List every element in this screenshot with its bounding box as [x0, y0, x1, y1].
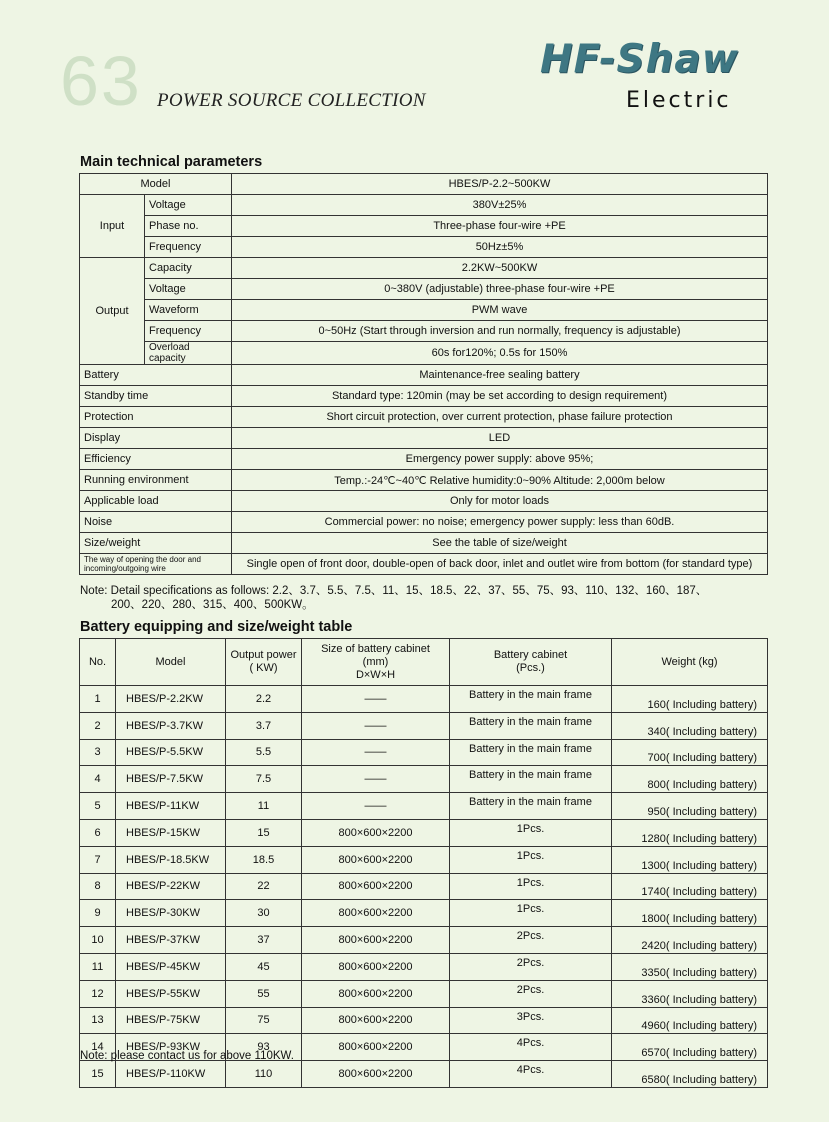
- param-value: 380V±25%: [232, 195, 768, 216]
- row-size: 800×600×2200: [302, 819, 450, 846]
- door-label-line-2: incoming/outgoing wire: [84, 564, 166, 573]
- column-header-weight: Weight (kg): [612, 639, 768, 686]
- param-value: 0~50Hz (Start through inversion and run normally, frequency is adjustable): [232, 321, 768, 342]
- row-no: 9: [80, 900, 116, 927]
- row-model: HBES/P-110KW: [116, 1061, 226, 1088]
- row-cabinet: Battery in the main frame: [450, 712, 612, 739]
- param-label: Voltage: [145, 279, 232, 300]
- row-no: 13: [80, 1007, 116, 1034]
- specifications-note: [80, 584, 707, 612]
- row-model: HBES/P-18.5KW: [116, 846, 226, 873]
- param-value: 2.2KW~500KW: [232, 258, 768, 279]
- table-row: [80, 953, 768, 980]
- row-model: HBES/P-75KW: [116, 1007, 226, 1034]
- row-no: 1: [80, 686, 116, 713]
- param-value: Three-phase four-wire +PE: [232, 216, 768, 237]
- param-value: Maintenance-free sealing battery: [232, 365, 768, 386]
- table-row: [80, 386, 768, 407]
- row-power: 22: [226, 873, 302, 900]
- row-model: HBES/P-30KW: [116, 900, 226, 927]
- row-power: 11: [226, 793, 302, 820]
- row-model: HBES/P-7.5KW: [116, 766, 226, 793]
- row-model: HBES/P-22KW: [116, 873, 226, 900]
- row-cabinet: 2Pcs.: [450, 927, 612, 954]
- param-value: 0~380V (adjustable) three-phase four-wire +PE: [232, 279, 768, 300]
- table-row: [80, 491, 768, 512]
- row-no: 11: [80, 953, 116, 980]
- row-model: HBES/P-15KW: [116, 819, 226, 846]
- row-weight: 3360( Including battery): [612, 980, 768, 1007]
- row-model: HBES/P-55KW: [116, 980, 226, 1007]
- param-value: HBES/P-2.2~500KW: [232, 174, 768, 195]
- param-label: Protection: [80, 407, 232, 428]
- contact-note: Note: please contact us for above 110KW.: [80, 1050, 294, 1062]
- param-label: Frequency: [145, 237, 232, 258]
- cabinet-header-line-1: Battery cabinet: [493, 649, 568, 661]
- row-power: 7.5: [226, 766, 302, 793]
- row-power: 5.5: [226, 739, 302, 766]
- battery-section-title: Battery equipping and size/weight table: [80, 619, 353, 635]
- row-no: 8: [80, 873, 116, 900]
- row-no: 14: [80, 1034, 116, 1061]
- row-power: 18.5: [226, 846, 302, 873]
- row-cabinet: 1Pcs.: [450, 846, 612, 873]
- table-row: [80, 300, 768, 321]
- table-row: [80, 793, 768, 820]
- row-size: 800×600×2200: [302, 1007, 450, 1034]
- table-row: [80, 533, 768, 554]
- row-power: 45: [226, 953, 302, 980]
- table-row: [80, 279, 768, 300]
- param-label: Efficiency: [80, 449, 232, 470]
- table-row: [80, 342, 768, 365]
- row-size: 800×600×2200: [302, 1034, 450, 1061]
- row-model: HBES/P-37KW: [116, 927, 226, 954]
- table-row: [80, 216, 768, 237]
- page-number: 63: [60, 42, 142, 120]
- input-group-label: Input: [80, 195, 145, 258]
- collection-title: POWER SOURCE COLLECTION: [157, 90, 426, 111]
- row-weight: 3350( Including battery): [612, 953, 768, 980]
- row-weight: 340( Including battery): [612, 712, 768, 739]
- row-cabinet: Battery in the main frame: [450, 686, 612, 713]
- row-cabinet: 2Pcs.: [450, 953, 612, 980]
- row-weight: 2420( Including battery): [612, 927, 768, 954]
- column-header-no: No.: [80, 639, 116, 686]
- row-no: 10: [80, 927, 116, 954]
- parameters-table: [79, 173, 768, 575]
- row-cabinet: 4Pcs.: [450, 1034, 612, 1061]
- row-power: 55: [226, 980, 302, 1007]
- column-header-cabinet: [450, 639, 612, 686]
- param-label: [80, 554, 232, 575]
- row-no: 2: [80, 712, 116, 739]
- row-no: 15: [80, 1061, 116, 1088]
- note-line-2: 200、220、280、315、400、500KW。: [111, 599, 314, 611]
- table-row: [80, 365, 768, 386]
- param-value: Standard type: 120min (may be set according to design requirement): [232, 386, 768, 407]
- row-cabinet: 2Pcs.: [450, 980, 612, 1007]
- param-label: Waveform: [145, 300, 232, 321]
- door-label-line-1: The way of opening the door and: [84, 555, 201, 564]
- note-line-1: Note: Detail specifications as follows: 2.2、3.7、5.5、7.5、11、15、18.5、22、37、55、75、93、110、132、160、187、: [80, 585, 708, 597]
- table-row: [80, 428, 768, 449]
- row-power: 2.2: [226, 686, 302, 713]
- row-cabinet: Battery in the main frame: [450, 793, 612, 820]
- param-value: Only for motor loads: [232, 491, 768, 512]
- table-row: [80, 980, 768, 1007]
- table-row: [80, 873, 768, 900]
- battery-table: [79, 638, 768, 1088]
- param-value: 60s for120%; 0.5s for 150%: [232, 342, 768, 365]
- table-row: [80, 686, 768, 713]
- param-value: PWM wave: [232, 300, 768, 321]
- cabinet-header-line-2: (Pcs.): [516, 662, 545, 674]
- table-row: [80, 712, 768, 739]
- row-weight: 1280( Including battery): [612, 819, 768, 846]
- row-weight: 4960( Including battery): [612, 1007, 768, 1034]
- row-size: ——: [302, 766, 450, 793]
- table-row: [80, 321, 768, 342]
- brand-logo: HF-Shaw: [540, 37, 739, 82]
- row-weight: 6570( Including battery): [612, 1034, 768, 1061]
- row-size: 800×600×2200: [302, 1061, 450, 1088]
- row-weight: 700( Including battery): [612, 739, 768, 766]
- table-row: [80, 512, 768, 533]
- param-label: Model: [80, 174, 232, 195]
- row-power: 3.7: [226, 712, 302, 739]
- row-power: 30: [226, 900, 302, 927]
- row-size: ——: [302, 793, 450, 820]
- row-size: ——: [302, 739, 450, 766]
- row-power: 15: [226, 819, 302, 846]
- param-label: Battery: [80, 365, 232, 386]
- row-cabinet: 1Pcs.: [450, 873, 612, 900]
- param-label: Capacity: [145, 258, 232, 279]
- param-label: Standby time: [80, 386, 232, 407]
- table-row: [80, 258, 768, 279]
- row-weight: 1300( Including battery): [612, 846, 768, 873]
- param-value: See the table of size/weight: [232, 533, 768, 554]
- row-cabinet: 1Pcs.: [450, 900, 612, 927]
- row-no: 5: [80, 793, 116, 820]
- row-cabinet: Battery in the main frame: [450, 766, 612, 793]
- table-row: [80, 927, 768, 954]
- size-header-line-2: (mm): [362, 655, 389, 668]
- param-value: LED: [232, 428, 768, 449]
- row-no: 6: [80, 819, 116, 846]
- row-size: ——: [302, 686, 450, 713]
- param-value: 50Hz±5%: [232, 237, 768, 258]
- table-row: [80, 900, 768, 927]
- table-row: [80, 195, 768, 216]
- param-label: Noise: [80, 512, 232, 533]
- row-size: 800×600×2200: [302, 953, 450, 980]
- row-weight: 950( Including battery): [612, 793, 768, 820]
- row-no: 3: [80, 739, 116, 766]
- table-row: [80, 449, 768, 470]
- table-row: [80, 237, 768, 258]
- param-label: Display: [80, 428, 232, 449]
- brand-logo-subtitle: Electric: [626, 88, 732, 113]
- output-group-label: Output: [80, 258, 145, 365]
- table-row: [80, 174, 768, 195]
- column-header-size: [302, 639, 450, 686]
- row-weight: 1740( Including battery): [612, 873, 768, 900]
- table-row: [80, 1007, 768, 1034]
- row-cabinet: 3Pcs.: [450, 1007, 612, 1034]
- size-header-line-1: Size of battery cabinet: [321, 642, 430, 655]
- param-label: Frequency: [145, 321, 232, 342]
- column-header-model: Model: [116, 639, 226, 686]
- params-section-title: Main technical parameters: [80, 154, 263, 170]
- param-label: Running environment: [80, 470, 232, 491]
- row-weight: 1800( Including battery): [612, 900, 768, 927]
- param-value: Short circuit protection, over current protection, phase failure protection: [232, 407, 768, 428]
- table-row: [80, 766, 768, 793]
- row-cabinet: 1Pcs.: [450, 819, 612, 846]
- row-size: 800×600×2200: [302, 980, 450, 1007]
- param-label: Voltage: [145, 195, 232, 216]
- column-header-power: [226, 639, 302, 686]
- row-size: ——: [302, 712, 450, 739]
- row-size: 800×600×2200: [302, 873, 450, 900]
- table-row: [80, 407, 768, 428]
- param-label: Applicable load: [80, 491, 232, 512]
- table-row: [80, 554, 768, 575]
- row-weight: 160( Including battery): [612, 686, 768, 713]
- param-value: Temp.:-24℃~40℃ Relative humidity:0~90% Altitude: 2,000m below: [232, 470, 768, 491]
- power-header-line-2: ( KW): [249, 662, 278, 674]
- table-row: [80, 1061, 768, 1088]
- row-size: 800×600×2200: [302, 846, 450, 873]
- row-weight: 6580( Including battery): [612, 1061, 768, 1088]
- row-no: 4: [80, 766, 116, 793]
- row-power: 93: [226, 1034, 302, 1061]
- row-cabinet: 4Pcs.: [450, 1061, 612, 1088]
- row-power: 75: [226, 1007, 302, 1034]
- row-power: 110: [226, 1061, 302, 1088]
- param-value: Single open of front door, double-open of back door, inlet and outlet wire from bottom (for standard type): [232, 554, 768, 575]
- row-size: 800×600×2200: [302, 927, 450, 954]
- param-label: Overload capacity: [145, 342, 232, 365]
- table-header-row: [80, 639, 768, 686]
- param-value: Commercial power: no noise; emergency power supply: less than 60dB.: [232, 512, 768, 533]
- row-model: HBES/P-45KW: [116, 953, 226, 980]
- param-value: Emergency power supply: above 95%;: [232, 449, 768, 470]
- power-header-line-1: Output power: [230, 649, 297, 661]
- row-model: HBES/P-11KW: [116, 793, 226, 820]
- param-label: Phase no.: [145, 216, 232, 237]
- size-header-line-3: D×W×H: [355, 668, 396, 681]
- row-cabinet: Battery in the main frame: [450, 739, 612, 766]
- table-row: [80, 819, 768, 846]
- table-row: [80, 846, 768, 873]
- row-power: 37: [226, 927, 302, 954]
- row-model: HBES/P-93KW: [116, 1034, 226, 1061]
- row-size: 800×600×2200: [302, 900, 450, 927]
- row-no: 12: [80, 980, 116, 1007]
- table-row: [80, 739, 768, 766]
- row-model: HBES/P-5.5KW: [116, 739, 226, 766]
- row-model: HBES/P-2.2KW: [116, 686, 226, 713]
- row-model: HBES/P-3.7KW: [116, 712, 226, 739]
- row-weight: 800( Including battery): [612, 766, 768, 793]
- row-no: 7: [80, 846, 116, 873]
- table-row: [80, 470, 768, 491]
- param-label: Size/weight: [80, 533, 232, 554]
